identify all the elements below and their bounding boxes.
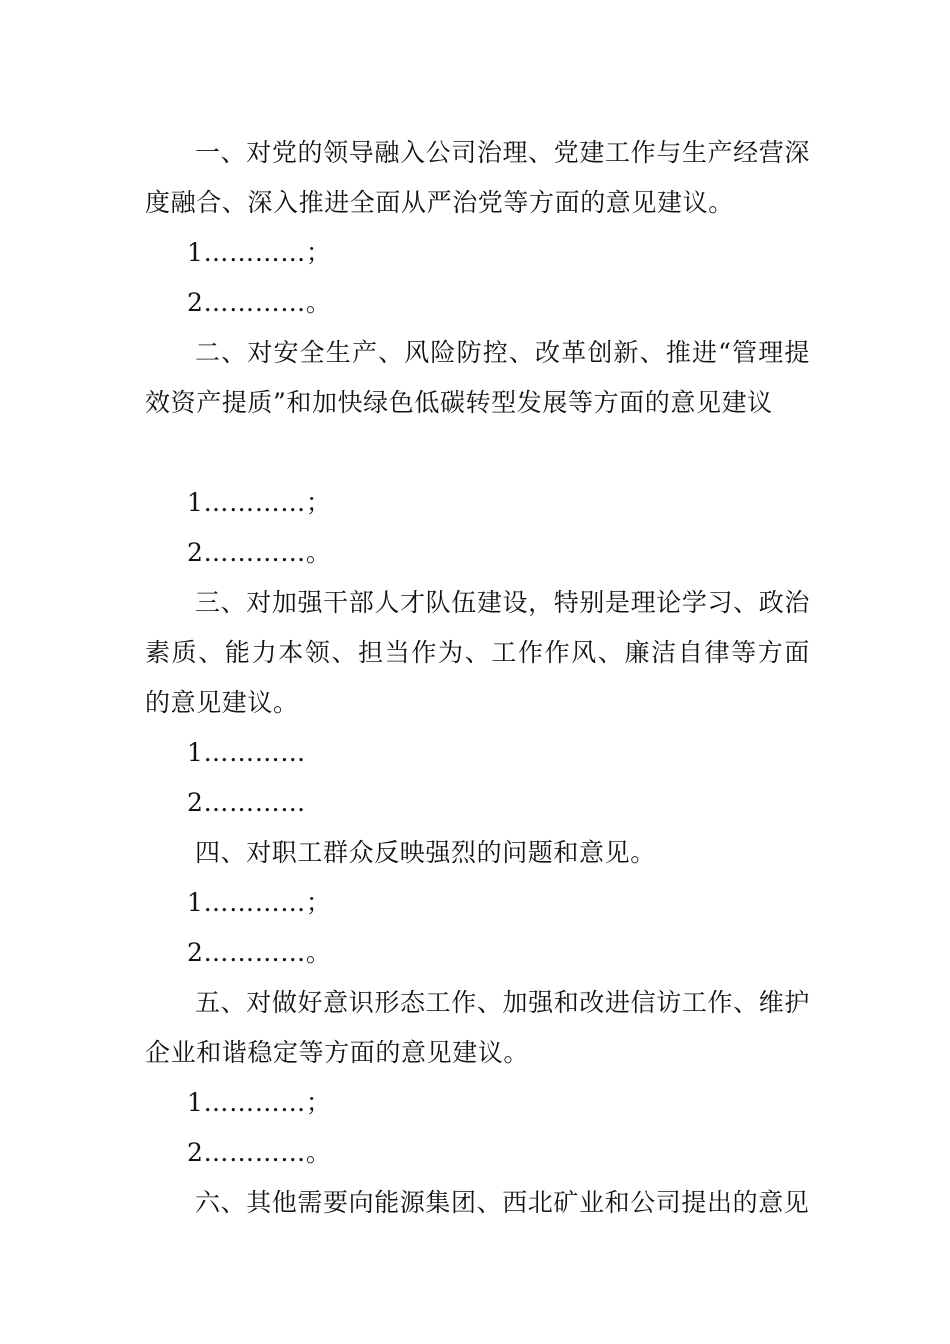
section-3-item-1: 1………… bbox=[187, 738, 306, 767]
document-body bbox=[145, 128, 810, 1228]
section-1-item-1: 1…………； bbox=[187, 238, 332, 267]
section-5-heading: 五、对做好意识形态工作、加强和改进信访工作、维护企业和谐稳定等方面的意见建议。 bbox=[145, 988, 810, 1067]
section-5-item-2: 2…………。 bbox=[187, 1138, 332, 1167]
section-2-item-2: 2…………。 bbox=[187, 538, 332, 567]
section-2-item-1: 1…………； bbox=[187, 488, 332, 517]
section-3-item-2: 2………… bbox=[187, 788, 306, 817]
section-2-heading: 二、对安全生产、风险防控、改革创新、推进“管理提效资产提质”和加快绿色低碳转型发展等方面的意见建议 bbox=[145, 338, 810, 417]
section-4-item-1: 1…………； bbox=[187, 888, 332, 917]
section-3-heading: 三、对加强干部人才队伍建设，特别是理论学习、政治素质、能力本领、担当作为、工作作风、廉洁自律等方面的意见建议。 bbox=[145, 588, 810, 717]
section-6-heading: 六、其他需要向能源集团、西北矿业和公司提出的意见 bbox=[195, 1188, 810, 1217]
section-1-heading: 一、对党的领导融入公司治理、党建工作与生产经营深度融合、深入推进全面从严治党等方面的意见建议。 bbox=[145, 138, 810, 217]
blank-line bbox=[145, 428, 810, 478]
section-5-item-1: 1…………； bbox=[187, 1088, 332, 1117]
section-4-heading: 四、对职工群众反映强烈的问题和意见。 bbox=[195, 838, 656, 867]
section-4-item-2: 2…………。 bbox=[187, 938, 332, 967]
section-1-item-2: 2…………。 bbox=[187, 288, 332, 317]
